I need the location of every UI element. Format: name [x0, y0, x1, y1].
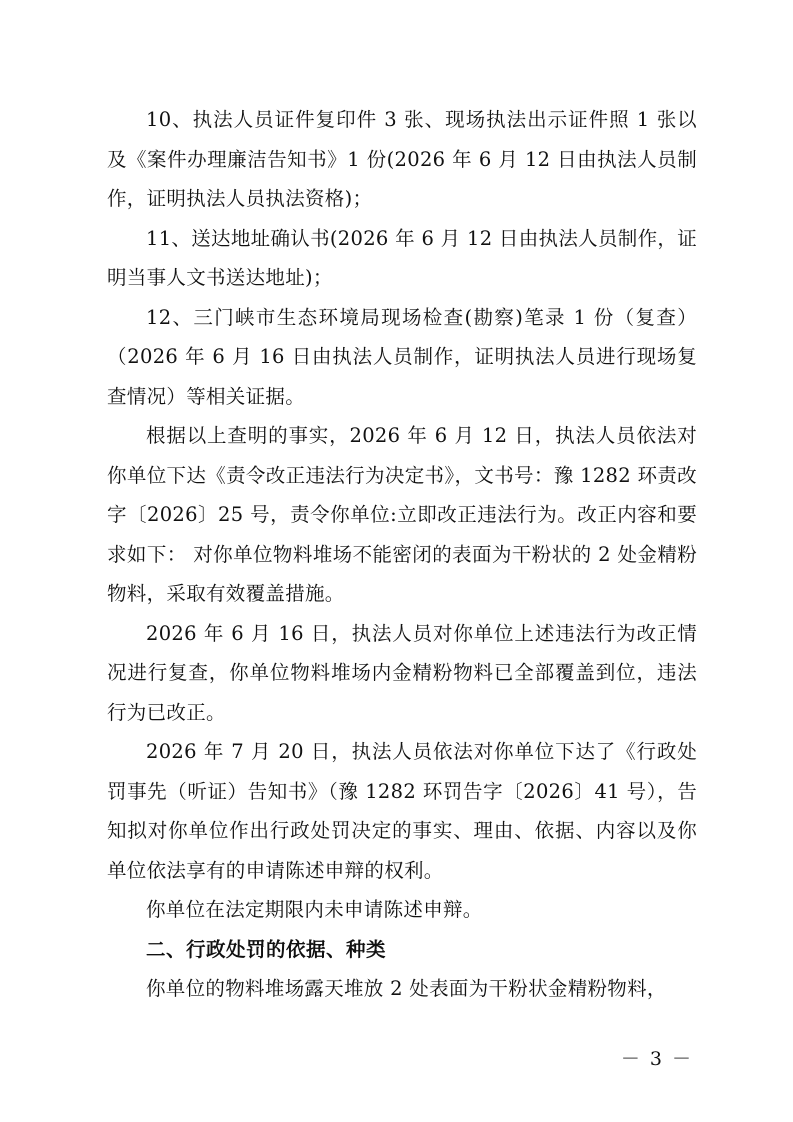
rectification-order-paragraph: 根据以上查明的事实，2026 年 6 月 12 日，执法人员依法对你单位下达《责令改正违法行为决定书》，文书号：豫 1282 环责改字〔2026〕25 号，责令你单位:立即改正违法行为。改正内容和要求如下： 对你单位物料堆场不能密闭的表面为干粉状的 2 处金精粉物料，采取有效覆盖措施。: [107, 424, 697, 605]
section-heading: 二、行政处罚的依据、种类: [146, 937, 387, 961]
penalty-notice-paragraph: 2026 年 7 月 20 日，执法人员依法对你单位下达了《行政处罚事先（听证）告知书》（豫 1282 环罚告字〔2026〕41 号），告知拟对你单位作出行政处罚决定的事实、理由、依据、内容以及你单位依法享有的申请陈述申辩的权利。: [107, 740, 697, 882]
evidence-item-10: 10、执法人员证件复印件 3 张、现场执法出示证件照 1 张以及《案件办理廉洁告知书》1 份(2026 年 6 月 12 日由执法人员制作，证明执法人员执法资格)；: [107, 108, 697, 210]
no-defense-paragraph: 你单位在法定期限内未申请陈述申辩。: [146, 898, 483, 921]
page-number: － 3 －: [620, 1048, 693, 1070]
review-paragraph: 2026 年 6 月 16 日，执法人员对你单位上述违法行为改正情况进行复查，你单位物料堆场内金精粉物料已全部覆盖到位，违法行为已改正。: [107, 621, 697, 724]
evidence-item-11: 11、送达地址确认书(2026 年 6 月 12 日由执法人员制作，证明当事人文书送达地址)；: [107, 226, 697, 289]
document-body: [107, 100, 697, 1009]
basis-paragraph: 你单位的物料堆场露天堆放 2 处表面为干粉状金精粉物料，: [146, 977, 667, 1000]
evidence-item-12: 12、三门峡市生态环境局现场检查(勘察)笔录 1 份（复查）（2026 年 6 月 16 日由执法人员制作，证明执法人员进行现场复查情况）等相关证据。: [107, 305, 697, 408]
